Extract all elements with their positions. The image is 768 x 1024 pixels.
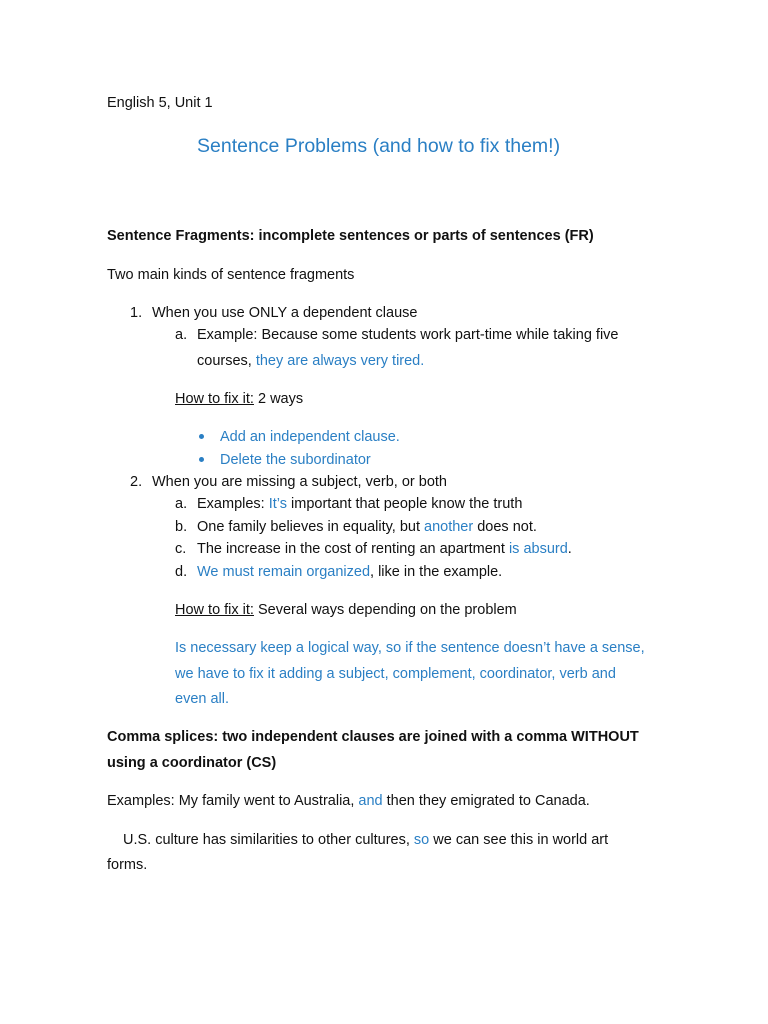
fix-bullet-1: Add an independent clause. <box>220 429 400 445</box>
example-2c-part1: The increase in the cost of renting an apartment <box>197 541 509 557</box>
list-item-2-text: When you are missing a subject, verb, or both <box>152 474 447 490</box>
howto-2-text: Several ways depending on the problem <box>253 602 517 618</box>
example-2a-part3: important that people know the truth <box>287 496 523 512</box>
comma-ex2-part1: U.S. culture has similarities to other cultures, <box>123 832 414 848</box>
howto-2 <box>175 602 517 618</box>
comma-ex1-part3: then they emigrated to Canada. <box>382 793 590 809</box>
example-2a-part1: Examples: <box>197 496 269 512</box>
example-1a-answer: they are always very tired. <box>255 353 425 369</box>
example-2b-part3: does not. <box>473 519 537 535</box>
example-2c <box>197 541 572 557</box>
course-label: English 5, Unit 1 <box>107 95 213 111</box>
example-1a-prefix: courses, <box>197 353 256 369</box>
example-1a-line1: Example: Because some students work part-time while taking five <box>197 327 619 343</box>
howto-2-label: How to fix it: <box>175 602 254 618</box>
fix-bullet-2: Delete the subordinator <box>220 452 371 468</box>
howto-1 <box>175 391 303 407</box>
bullet-icon <box>199 457 204 462</box>
comma-ex2-part3: we can see this in world art <box>429 832 609 848</box>
answer-line-3: even all. <box>175 691 230 707</box>
comma-ex1-part1: Examples: My family went to Australia, <box>107 793 359 809</box>
sub-letter-1a: a. <box>175 327 188 343</box>
sub-letter-2b: b. <box>175 519 188 535</box>
example-2d-part2: , like in the example. <box>370 564 503 580</box>
fragments-heading: Sentence Fragments: incomplete sentences or parts of sentences (FR) <box>107 228 594 244</box>
howto-1-label: How to fix it: <box>175 391 254 407</box>
comma-ex1-answer: and <box>358 793 383 809</box>
comma-splices-heading-2: using a coordinator (CS) <box>107 755 277 771</box>
example-2b <box>197 519 537 535</box>
comma-example-1 <box>107 793 590 809</box>
list-number-2: 2. <box>130 474 143 490</box>
example-2d <box>197 564 502 580</box>
list-number-1: 1. <box>130 305 143 321</box>
comma-ex2-answer: so <box>413 832 430 848</box>
comma-example-2-line2: forms. <box>107 857 148 873</box>
comma-splices-heading-1: Comma splices: two independent clauses are joined with a comma WITHOUT <box>107 729 639 745</box>
answer-line-1: Is necessary keep a logical way, so if the sentence doesn’t have a sense, <box>175 640 645 656</box>
example-2c-answer: is absurd <box>508 541 568 557</box>
howto-1-text: 2 ways <box>253 391 304 407</box>
example-2a <box>197 496 522 512</box>
example-2c-part3: . <box>567 541 572 557</box>
list-item-1-text: When you use ONLY a dependent clause <box>152 305 418 321</box>
example-1a-line2 <box>197 353 424 369</box>
example-2b-answer: another <box>424 519 474 535</box>
sub-letter-2c: c. <box>175 541 187 557</box>
answer-line-2: we have to fix it adding a subject, complement, coordinator, verb and <box>175 666 616 682</box>
comma-example-2 <box>123 832 608 848</box>
example-2d-answer: We must remain organized <box>197 564 371 580</box>
bullet-icon <box>199 434 204 439</box>
fragments-intro: Two main kinds of sentence fragments <box>107 267 355 283</box>
example-2a-answer: It’s <box>268 496 288 512</box>
page-title: Sentence Problems (and how to fix them!) <box>197 135 561 157</box>
example-2b-part1: One family believes in equality, but <box>197 519 425 535</box>
sub-letter-2d: d. <box>175 564 188 580</box>
sub-letter-2a: a. <box>175 496 188 512</box>
